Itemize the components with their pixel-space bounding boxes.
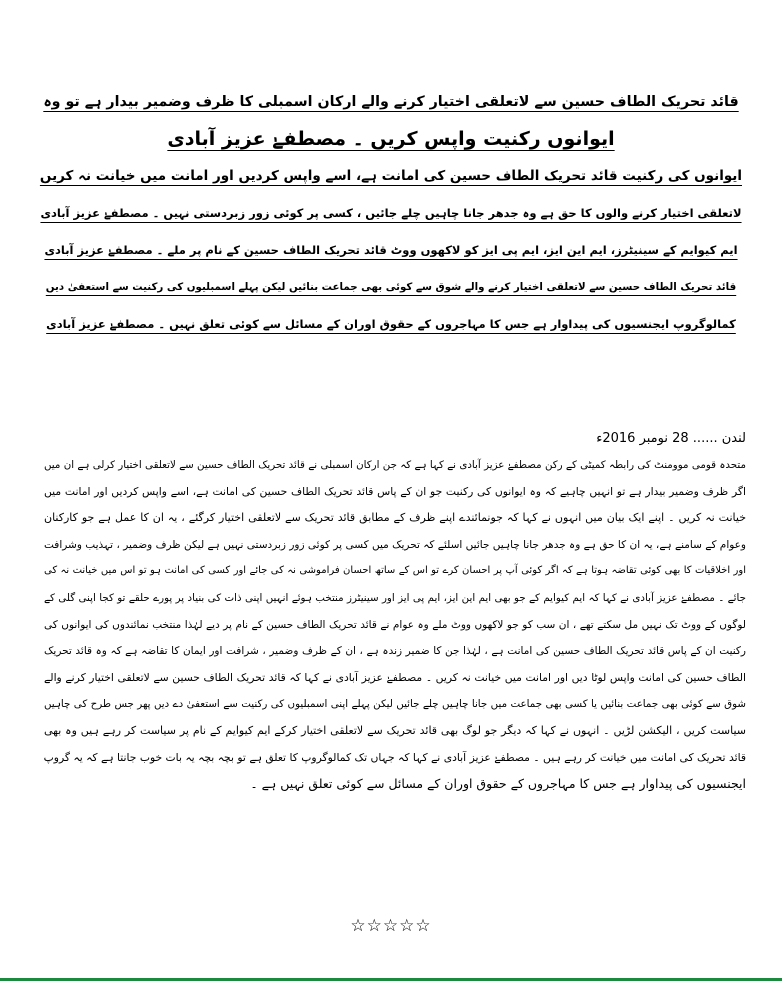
closing-stars: ☆☆☆☆☆ <box>350 916 432 936</box>
headline-line: لاتعلقی اختیار کرنے والوں کا حق ہے وہ جدھر جانا چاہیں چلے جائیں ، کسی پر کوئی زور زبردستی نہیں ۔ مصطفےٰ عزیز آبادی <box>40 206 742 220</box>
paragraph-line: شوق سے کوئی بھی جماعت بنائیں یا کسی بھی جماعت میں جانا چاہیں چلے جائیں لیکن پہلے اپنی اسمبلیوں کی رکنیت سے استعفیٰ دے دیں پھر جس طرح کی چاہیں <box>44 698 746 711</box>
paragraph-line: اگر ظرف وضمیر بیدار ہے تو انہیں چاہیے کہ وہ ایوانوں کی رکنیت جو ان کے پاس قائد تحریک الطاف حسین کی امانت ہے، اسے واپس کردیں اور امانت میں <box>44 484 746 498</box>
paragraph-line: الطاف حسین کی امانت واپس لوٹا دیں اور امانت میں خیانت نہ کریں ۔ مصطفےٰ عزیز آبادی نے کہا کہ قائد تحریک الطاف حسین سے لاتعلقی اختیار کرنے والے <box>44 670 746 684</box>
paragraph-line: قائد تحریک کی امانت میں خیانت کر رہے ہیں ۔ مصطفےٰ عزیز آبادی نے کہا کہ جہاں تک کمالوگروپ کا تعلق ہے تو بچہ بچہ یہ بات خوب جانتا ہے کہ یہ گروپ <box>43 750 746 764</box>
paragraph-line: رکنیت ان کے پاس قائد تحریک الطاف حسین کی امانت ہے ، لہٰذا جن کا ضمیر زندہ ہے ، ان کے ظرف وضمیر ، شرافت اور ایمان کا تقاضہ ہے کہ وہ قائد تحریک <box>44 645 746 658</box>
paragraph-line: متحدہ قومی موومنٹ کی رابطہ کمیٹی کے رکن مصطفےٰ عزیز آبادی نے کہا ہے کہ جن ارکان اسمبلی نے قائد تحریک الطاف حسین سے لاتعلقی اختیار کرلی ہے ان میں <box>44 459 746 471</box>
paragraph-line: خیانت نہ کریں ۔ اپنے ایک بیان میں انہوں نے کہا کہ جونمائندے اپنے ظرف کے مطابق قائد تحریک سے لاتعلقی اختیار کرگئے ، یہ ان کا عمل ہے جو کارکنان <box>44 511 746 525</box>
headline-block <box>40 84 742 343</box>
headline-line: قائد تحریک الطاف حسین سے لاتعلقی اختیار کرنے والے شوق سے کوئی بھی جماعت بنائیں لیکن پہلے اسمبلیوں کی رکنیت سے استعفیٰ دیں <box>45 281 737 293</box>
dateline: لندن ...... 28 نومبر 2016ء <box>596 431 746 446</box>
headline-line: ایم کیوایم کے سینیٹرز، ایم این ایز، ایم پی ایز کو لاکھوں ووٹ قائد تحریک الطاف حسین کے نام پر ملے ۔ مصطفےٰ عزیز آبادی <box>44 243 738 257</box>
headline-line: ایوانوں رکنیت واپس کریں ۔ مصطفےٰ عزیز آبادی <box>167 128 615 150</box>
headline-line: قائد تحریک الطاف حسین سے لاتعلقی اختیار کرنے والے ارکان اسمبلی کا ظرف وضمیر بیدار ہے تو وہ <box>43 94 739 110</box>
paragraph-line: جائے ۔ مصطفےٰ عزیز آبادی نے کہا کہ ایم کیوایم کے جو بھی ایم این ایز، ایم پی ایز اور سینیٹرز منتخب ہوئے انہیں اپنی ذات کی بنیاد پر پورے حلقے تو کجا اپنی گلی کے <box>44 591 746 604</box>
paragraph-line: وعوام کے سامنے ہے، یہ ان کا حق ہے وہ جدھر جانا چاہیں جائیں اسلئے کہ تحریک میں کسی پر کوئی زور زبردستی نہیں ہے لیکن ظرف وضمیر ، تہذیب وشرافت <box>44 538 746 551</box>
article-body <box>44 428 746 798</box>
headline-line: ایوانوں کی رکنیت قائد تحریک الطاف حسین کی امانت ہے، اسے واپس کردیں اور امانت میں خیانت نہ کریں <box>39 168 742 184</box>
paragraph-line: سیاست کریں ، الیکشن لڑیں ۔ انہوں نے کہا کہ دیگر جو لوگ بھی قائد تحریک سے لاتعلقی اختیار کرکے ایم کیوایم کے نام پر سیاست کر رہے ہیں وہ بھی <box>44 723 746 737</box>
paragraph-line: اور اخلاقیات کا بھی کوئی تقاضہ ہوتا ہے کہ اگر کوئی آپ پر احسان کرے تو اس کے ساتھ احسان فراموشی نہ کی جائے اور کسی کی امانت ہو تو اس میں خیانت نہ کی <box>44 565 746 577</box>
paragraph-line: ایجنسیوں کی پیداوار ہے جس کا مہاجروں کے حقوق اوران کے مسائل سے کوئی تعلق نہیں ہے ۔ <box>250 776 746 792</box>
headline-line: کمالوگروپ ایجنسیوں کی پیداوار ہے جس کا مہاجروں کے حقوق اوران کے مسائل سے کوئی تعلق نہیں ۔ مصطفےٰ عزیز آبادی <box>46 317 736 331</box>
paragraph-line: لوگوں کے ووٹ تک نہیں مل سکتے تھے ، ان سب کو جو لاکھوں ووٹ ملے وہ عوام نے قائد تحریک الطاف حسین کے نام پر دیے لہٰذا منتخب نمائندوں کی ایوانوں کی <box>44 618 746 631</box>
